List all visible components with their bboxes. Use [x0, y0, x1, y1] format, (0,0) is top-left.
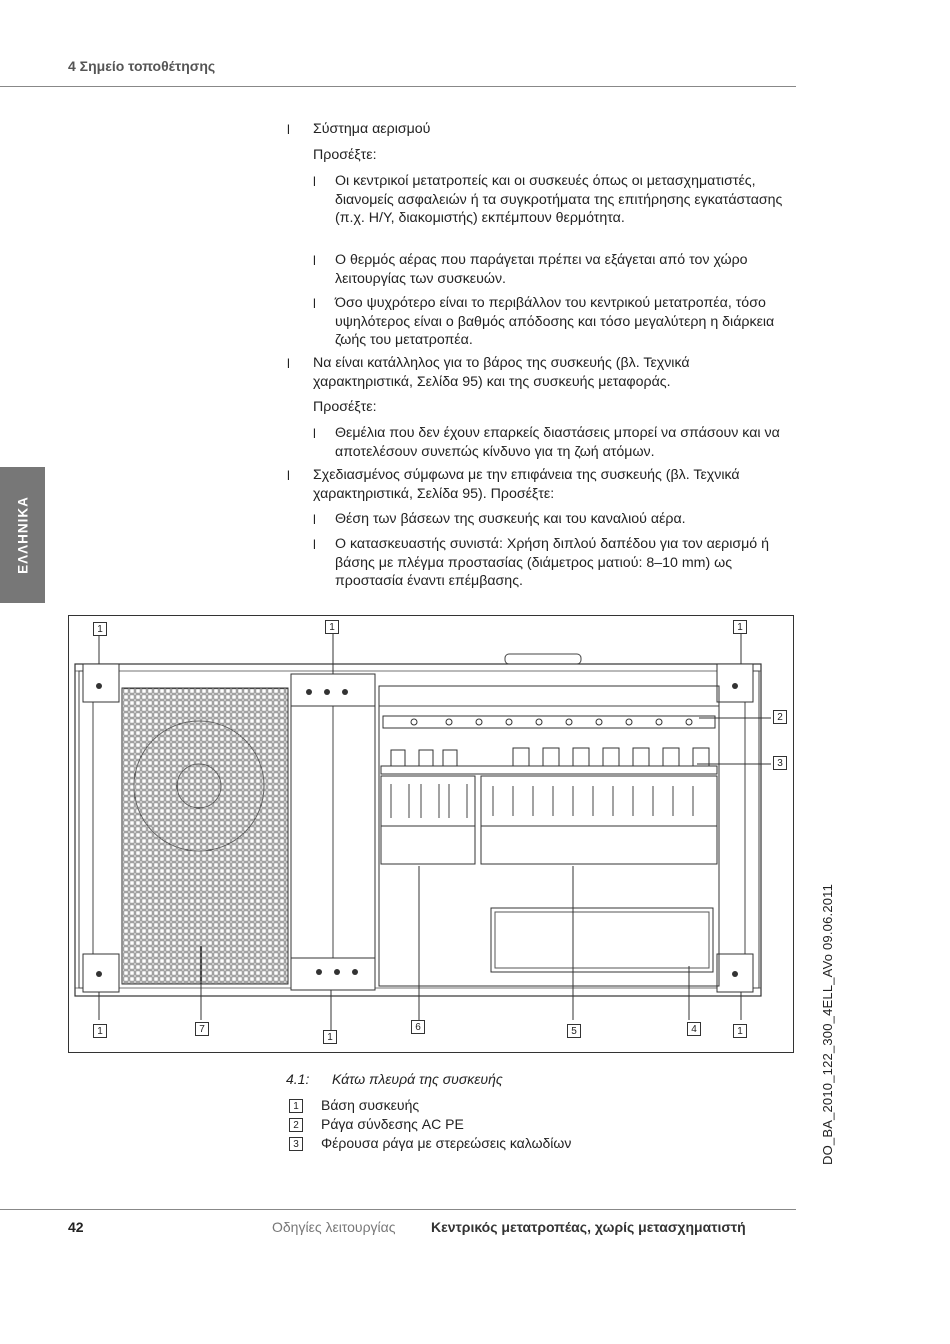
language-tab-label: ΕΛΛΗΝΙΚΑ [15, 496, 30, 574]
bullet-icon: l [313, 296, 316, 311]
footer-rule [0, 1209, 796, 1210]
bullet-icon: l [313, 512, 316, 527]
page-number: 42 [68, 1219, 84, 1235]
callout-5: 5 [567, 1024, 581, 1038]
callout-1: 1 [93, 622, 107, 636]
figure-caption-number: 4.1: [286, 1071, 310, 1087]
section-header: 4 Σημείο τοποθέτησης [68, 58, 216, 74]
header-rule [0, 86, 796, 87]
bullet-ventilation: Σύστημα αερισμού [313, 121, 431, 137]
sub-bullet-foundation: Θεμέλια που δεν έχουν επαρκείς διαστάσεις μπορεί να σπάσουν και να αποτελέσουν συνεπώς κίνδυνο για τη ζωή ατόμων. [335, 425, 780, 460]
callout-1: 1 [733, 1024, 747, 1038]
bullet-icon: l [287, 122, 290, 137]
legend-number: 2 [289, 1118, 303, 1132]
bullet-icon: l [313, 253, 316, 268]
legend-text: Βάση συσκευής [321, 1097, 420, 1113]
callout-3: 3 [773, 756, 787, 770]
bullet-icon: l [313, 426, 316, 441]
callout-2: 2 [773, 710, 787, 724]
bullet-surface: Σχεδιασμένος σύμφωνα με την επιφάνεια της συσκευής (βλ. Τεχνικά χαρακτηριστικά, Σελίδα 95). Προσέξτε: [313, 467, 740, 502]
bullet-icon: l [287, 468, 290, 483]
legend-number: 3 [289, 1137, 303, 1151]
callout-1: 1 [323, 1030, 337, 1044]
figure-caption-text: Κάτω πλευρά της συσκευής [332, 1071, 503, 1087]
legend-number: 1 [289, 1099, 303, 1113]
note-label: Προσέξτε: [313, 399, 377, 415]
sub-bullet-cooler: Όσο ψυχρότερο είναι το περιβάλλον του κεντρικού μετατροπέα, τόσο υψηλότερος είναι ο βαθμός απόδοσης και τόσο μεγαλύτερη η διάρκεια ζωής του μετατροπέα. [335, 295, 775, 348]
language-tab [0, 467, 45, 603]
bullet-icon: l [287, 356, 290, 371]
bullet-icon: l [313, 537, 316, 552]
callout-6: 6 [411, 1020, 425, 1034]
callout-7: 7 [195, 1022, 209, 1036]
sub-bullet-double-floor: Ο κατασκευαστής συνιστά: Χρήση διπλού δαπέδου για τον αερισμό ή βάσης με πλέγμα προστασίας (διάμετρος ματιού: 8–10 mm) ως προστασία έναντι επέμβασης. [335, 536, 770, 589]
footer-product: Κεντρικός μετατροπέας, χωρίς μετασχηματιστή [431, 1219, 746, 1235]
callout-1: 1 [733, 620, 747, 634]
legend-text: Φέρουσα ράγα με στερεώσεις καλωδίων [321, 1135, 572, 1151]
note-label: Προσέξτε: [313, 147, 377, 163]
document-code: DO_BA_2010_122_300_4ELL_AVo 09.06.2011 [820, 883, 835, 1165]
bullet-weight: Να είναι κατάλληλος για το βάρος της συσκευής (βλ. Τεχνικά χαρακτηριστικά, Σελίδα 95) και της συσκευής μεταφοράς. [313, 355, 690, 390]
bullet-icon: l [313, 174, 316, 189]
legend-text: Ράγα σύνδεσης AC PE [321, 1116, 464, 1132]
device-underside-figure [68, 615, 794, 1053]
sub-bullet-base-position: Θέση των βάσεων της συσκευής και του καναλιού αέρα. [335, 511, 686, 527]
callout-1: 1 [325, 620, 339, 634]
sub-bullet-heat: Οι κεντρικοί μετατροπείς και οι συσκευές όπως οι μετασχηματιστές, διανομείς ασφαλειών ή τα συγκροτήματα της επιτήρησης εγκατάστασης (π.χ. Η/Υ, διακομιστής) εκπέμπουν θερμότητα. [335, 173, 783, 226]
footer-doc-type: Οδηγίες λειτουργίας [272, 1219, 396, 1235]
device-drawing [69, 616, 793, 1052]
callout-1: 1 [93, 1024, 107, 1038]
sub-bullet-warm-air: Ο θερμός αέρας που παράγεται πρέπει να εξάγεται από τον χώρο λειτουργίας των συσκευών. [335, 252, 748, 287]
callout-4: 4 [687, 1022, 701, 1036]
